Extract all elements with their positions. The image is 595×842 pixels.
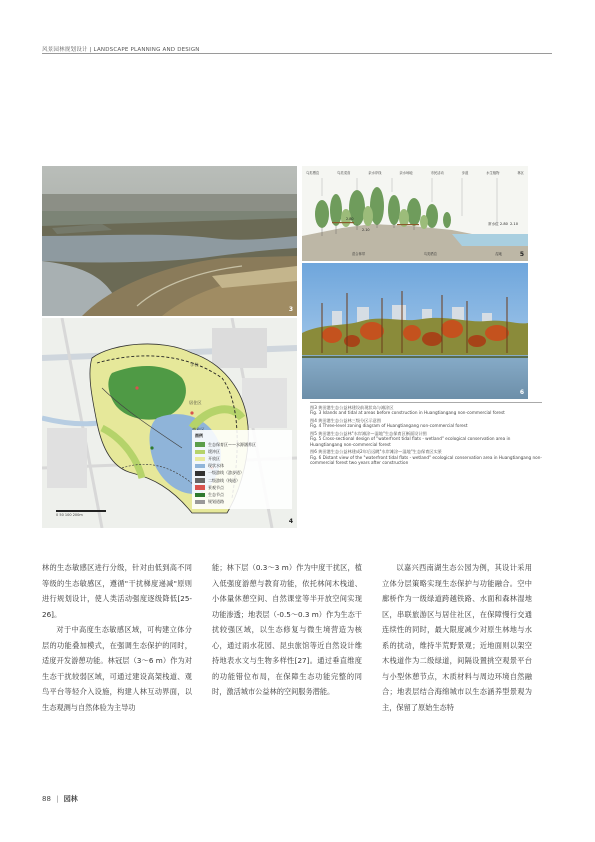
legend-label: 开放区 <box>208 455 220 461</box>
water-level-label-2: 2.10 <box>510 222 519 226</box>
figure-3-number: 3 <box>288 306 293 313</box>
figure-5-number: 5 <box>519 251 524 258</box>
caption-en: Fig. 3 Islands and tidal at areas before construction in Huangtiangang non-commercial forest <box>310 410 505 416</box>
legend-label: 生态保育区——水源涵养区 <box>208 441 256 447</box>
legend-title: 图例 <box>195 433 203 438</box>
figure-5-cross-section <box>302 166 528 261</box>
page-number: 88 <box>42 795 51 803</box>
legend-label: 景观节点 <box>208 484 224 490</box>
legend-item <box>195 441 289 448</box>
journal-name: 园林 <box>63 795 78 803</box>
footer <box>42 794 78 804</box>
body-paragraph: 能；林下层（0.3～3 m）作为中度干扰区，植入低强度游憩与教育功能，依托林间木栈道、小体量休憩空间、自然课堂等半开放空间实现功能渗透；地表层（-0.5～0.3 m）作为生态干扰较强区域，以生态修复与微生境营造为核心，通过雨水花园、昆虫旅馆等近自然设计维持地表水文与生物多样性[27]。通过垂直维度的功能错位布局，在保障生态功能完整的同时，激活城市公益林的空间服务潜能。 <box>212 563 362 696</box>
footer-separator: | <box>56 795 59 803</box>
caption-zh: 图6 黄田港生态公益林建成2年后远眺"水岸滩涂—湿地"生态保育区实景 <box>310 449 442 455</box>
cross-section-drawing <box>302 166 528 261</box>
legend-item <box>195 491 289 498</box>
legend-item <box>195 484 289 491</box>
legend-label: 现状水体 <box>208 463 224 469</box>
legend-label: 规划道路 <box>208 499 224 505</box>
caption-en: Fig. 6 Distant view of the "waterfront tidal flats - wetland" ecological conservation area in Huangtiangang non-commercial forest two years after construction <box>310 454 542 466</box>
figure-captions <box>310 405 542 468</box>
section-top-label: 乌类栖息 <box>306 171 320 175</box>
legend-swatch <box>195 485 205 490</box>
body-column-1 <box>42 560 192 715</box>
legend-item <box>195 448 289 455</box>
section-top-label: 市民活动 <box>430 171 444 175</box>
legend-item <box>195 499 289 506</box>
legend-swatch <box>195 500 205 505</box>
legend-item <box>195 477 289 484</box>
section-top-label: 水生植物 <box>486 171 500 175</box>
caption-zh: 图3 黄田港生态公益林建设前现状岛与滩涂区 <box>310 405 394 410</box>
section-top-label: 林区 <box>517 171 524 175</box>
section-top-label: 鸟类觅食 <box>337 171 351 175</box>
map-scale-bar <box>56 510 106 517</box>
legend-swatch <box>195 478 205 483</box>
figure-caption <box>310 449 542 465</box>
legend-swatch <box>195 471 205 476</box>
figure-3-aerial-photo <box>42 166 297 316</box>
legend-swatch <box>195 457 205 462</box>
section-bottom-label: 混合林带 <box>352 252 366 256</box>
lake-photo-image <box>302 263 528 399</box>
caption-en: Fig. 5 Cross-sectional design of "waterfront tidal flats - wetland" ecological conservation area in Huangtiangang non-commercial forest <box>310 436 511 447</box>
figure-4-number: 4 <box>288 518 293 525</box>
legend-swatch <box>195 442 205 447</box>
legend-swatch <box>195 464 205 469</box>
body-paragraph: 以嘉兴西南湖生态公园为例，其设计采用立体分层策略实现生态保护与功能融合。空中廊桥作为一级绿道跨越铁路、水面和森林湿地区，串联旅游区与居住社区，在保障慢行交通连续性的同时，最大限度减少对原生林地与水系的扰动，维持半荒野景观；近地面则以架空木栈道作为二级绿道，间隔设置挑空观景平台与小型休憩节点，木质材料与周边环境自然融合；地表层结合海绵城市以生态涵养型景观为主，保留了原始生态特 <box>382 563 532 712</box>
caption-rule <box>310 402 542 403</box>
section-top-labels <box>306 170 524 175</box>
legend-item <box>195 470 289 477</box>
body-paragraph: 林的生态敏感区进行分级，针对由低到高不同等级的生态敏感区，遵循"干扰梯度递减"原则进行规划设计，使人类活动强度逐级降低[25-26]。 <box>42 563 192 619</box>
section-bottom-label: 鸟类栖息 <box>423 252 437 256</box>
legend-label: 二级游线（栈道） <box>208 477 240 483</box>
legend-swatch <box>195 493 205 498</box>
section-bottom-labels <box>352 251 502 256</box>
section-top-label: 亲水场地 <box>399 171 413 175</box>
map-label-residential: 居住区 <box>189 400 202 405</box>
body-column-2 <box>212 560 362 700</box>
body-column-3 <box>382 560 532 715</box>
figure-caption <box>310 418 542 429</box>
body-paragraph: 对于中高度生态敏感区域，可构建立体分层的功能叠加模式，在强调生态保护的同时，适度开发游憩功能。林冠层（3～6 m）作为对生态干扰较弱区域，可通过建设高架栈道、观鸟平台等轻介入设施，构建人林互动界面，以生态观测与自然体验为主导功 <box>42 625 192 712</box>
running-head: 风景园林规划设计 | LANDSCAPE PLANNING AND DESIGN <box>42 47 200 53</box>
legend-item <box>195 463 289 470</box>
caption-zh: 图4 黄田港生态公益林三级分区示意图 <box>310 418 381 423</box>
figure-4-zoning-map <box>42 318 297 528</box>
caption-en: Fig. 4 Three-level zoning diagram of Huangtiangang non-commercial forest <box>310 423 468 429</box>
legend-item <box>195 455 289 462</box>
legend-swatch <box>195 450 205 455</box>
legend-label: 生态节点 <box>208 491 224 497</box>
section-top-label: 亲水岸线 <box>368 171 382 175</box>
map-label-school: 学校 <box>190 362 199 367</box>
caption-zh: 图5 黄田港生态公益林"水岸滩涂—湿地"生态保育区断面设计图 <box>310 431 427 436</box>
figure-6-number: 6 <box>519 389 524 396</box>
legend-label: 缓冲区 <box>208 448 220 454</box>
map-legend <box>192 430 292 509</box>
header-rule <box>42 53 552 54</box>
section-top-label: 步道 <box>461 171 469 175</box>
section-bottom-label: 湿地 <box>495 252 502 256</box>
scale-label: 0 50 100 200m <box>56 513 83 517</box>
legend-label: 一级游线（游步道） <box>208 470 244 476</box>
figure-6-lake-photo <box>302 263 528 399</box>
water-level-label-1: 常水位 2.80 <box>488 222 508 226</box>
aerial-photo-image <box>42 166 297 316</box>
level-mid-label: 2.10 <box>362 228 370 232</box>
level-left-label: 2.80 <box>346 217 354 221</box>
figure-caption <box>310 431 542 447</box>
figure-caption <box>310 405 542 416</box>
